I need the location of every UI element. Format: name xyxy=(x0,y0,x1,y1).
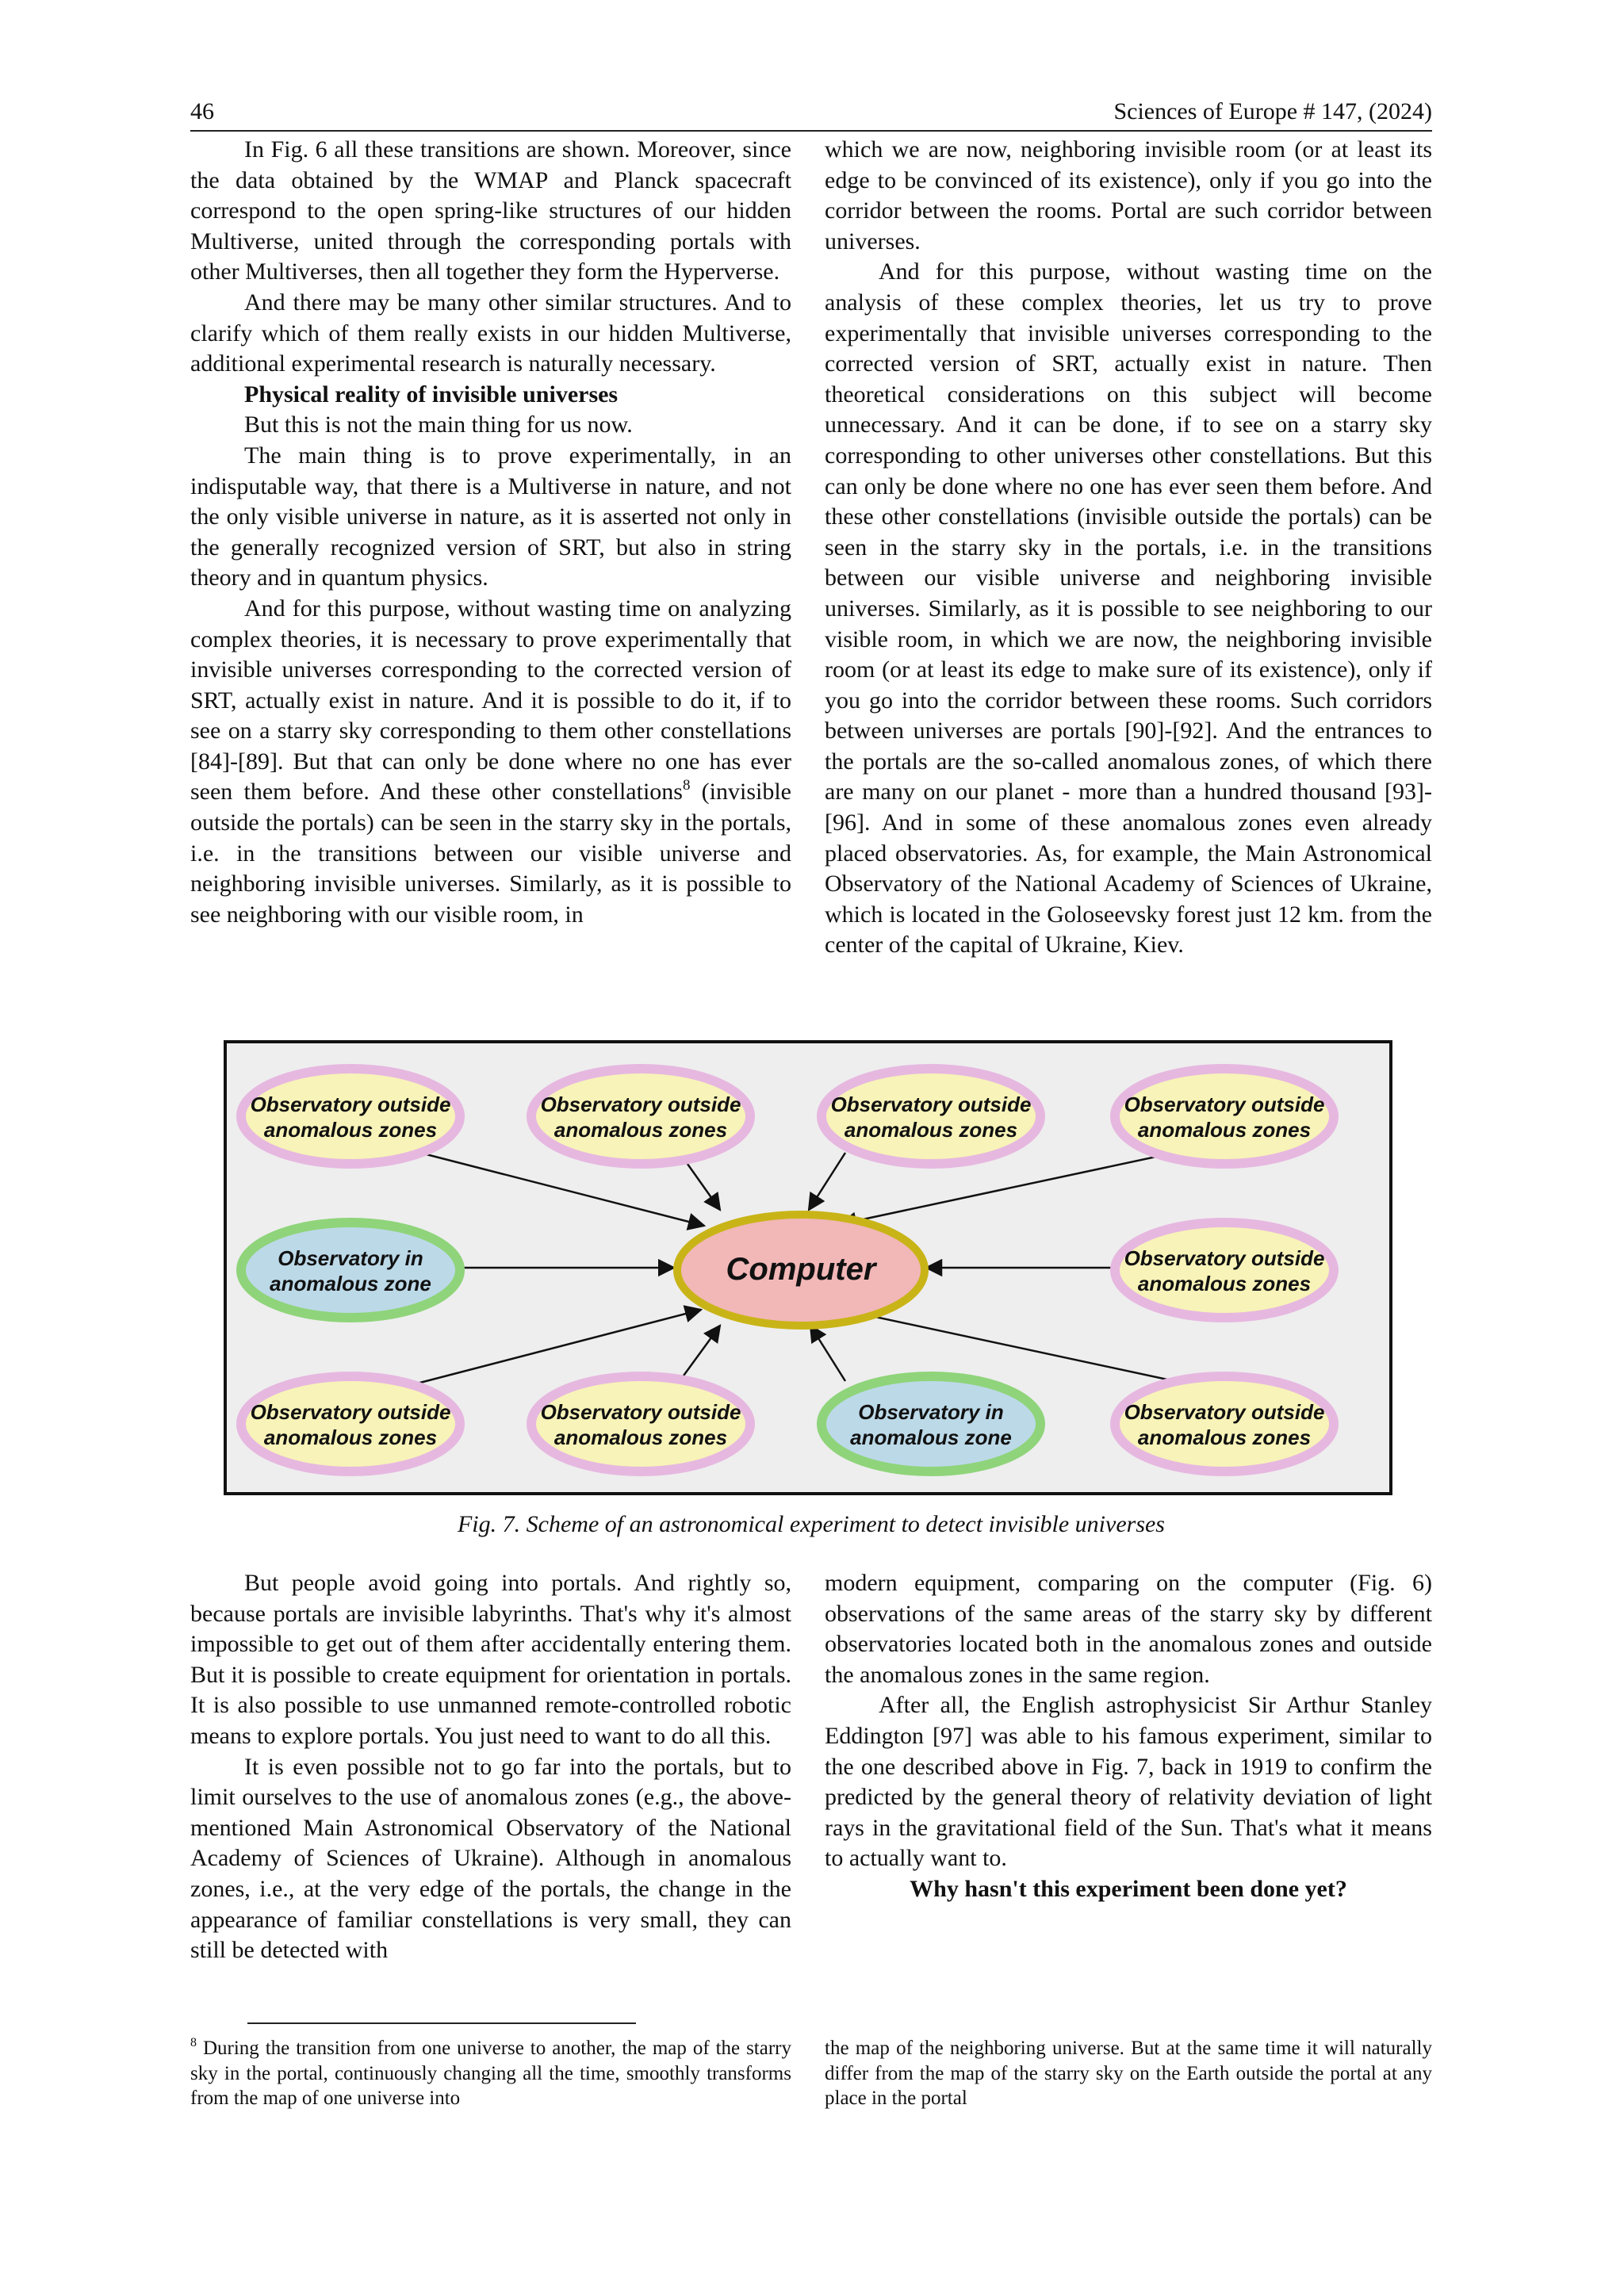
paragraph-text: And for this purpose, without wasting time on analyzing complex theories, it is necessary to prove experimentally that invisible universes corresponding to the corrected version of SRT, actually exist in nature. And it is possible to do it, if to see on a starry sky corresponding to them other constellations [84]-[89]. But that can only be done where no one has ever seen them before. And these other constellations xyxy=(190,595,791,806)
figure-7 xyxy=(224,1040,1392,1495)
paragraph: But this is not the main thing for us now. xyxy=(244,411,633,438)
figure-caption: Fig. 7. Scheme of an astronomical experiment to detect invisible universes xyxy=(457,1511,1165,1537)
node-label: anomalous zones xyxy=(1137,1118,1312,1142)
observatory-inside-node xyxy=(241,1223,460,1318)
journal-title: Sciences of Europe # 147, (2024) xyxy=(1113,98,1432,124)
node-label: Observatory outside xyxy=(1124,1246,1325,1270)
observatory-outside-node xyxy=(241,1069,460,1164)
node-label: Observatory in xyxy=(858,1400,1004,1424)
paragraph-text: (invisible outside the portals) can be seen in the starry sky in the portals, i.e. in the transitions between our visible universe and neighboring invisible universes. Similarly, as it is possible to see neighboring with our visible room, in xyxy=(190,779,791,928)
paragraph: And there may be many other similar structures. And to clarify which of them really exists in our hidden Multiverse, additional experimental research is naturally necessary. xyxy=(190,289,791,377)
observatory-outside-node xyxy=(241,1376,460,1471)
node-label: anomalous zone xyxy=(270,1272,431,1295)
observatory-outside-node xyxy=(1115,1069,1334,1164)
footnote-rule xyxy=(247,2022,636,2024)
node-label: anomalous zones xyxy=(553,1425,728,1449)
section-heading: Why hasn't this experiment been done yet? xyxy=(910,1875,1347,1902)
page-number: 46 xyxy=(190,98,214,124)
node-label: Observatory in xyxy=(278,1246,423,1270)
page-header xyxy=(190,97,1432,132)
node-label: Observatory outside xyxy=(540,1400,741,1424)
observatory-inside-node xyxy=(822,1376,1040,1471)
paragraph: In Fig. 6 all these transitions are shown. Moreover, since the data obtained by the WMAP and Planck spacecraft correspond to the open spring-like structures of our hidden Multiverse, united through the corresponding portals with other Multiverses, then all together they form the Hyperverse. xyxy=(190,136,791,285)
left-column-bottom xyxy=(190,1568,791,1966)
paragraph: The main thing is to prove experimentally, in an indisputable way, that there is a Multiverse in nature, and not the only visible universe in nature, as it is asserted not only in the generally recognized version of SRT, but also in string theory and in quantum physics. xyxy=(190,442,791,591)
observatory-outside-node xyxy=(1115,1223,1334,1318)
left-column-top xyxy=(190,135,791,930)
footnote-left xyxy=(190,2036,791,2111)
right-column-bottom xyxy=(825,1568,1432,1905)
node-label: anomalous zones xyxy=(1137,1272,1312,1295)
observatory-outside-node xyxy=(1115,1376,1334,1471)
paragraph: But people avoid going into portals. And rightly so, because portals are invisible labyrinths. That's why it's almost impossible to get out of them after accidentally entering them. But it is possible to create equipment for orientation in portals. It is also possible to use unmanned remote-controlled robotic means to explore portals. You just need to want to do all this. xyxy=(190,1570,791,1749)
paragraph xyxy=(190,594,791,931)
observatory-outside-node xyxy=(531,1069,750,1164)
paragraph: It is even possible not to go far into the portals, but to limit ourselves to the use of anomalous zones (e.g., the above-mentioned Main Astronomical Observatory of the National Academy of Sciences of Ukraine). Although in anomalous zones, i.e., at the very edge of the portals, the change in the appearance of familiar constellations is very small, they can still be detected with xyxy=(190,1753,791,1964)
right-column-top xyxy=(825,135,1432,961)
node-label: anomalous zones xyxy=(844,1118,1018,1142)
footnote-ref: 8 xyxy=(682,777,691,794)
node-label: anomalous zones xyxy=(1137,1425,1312,1449)
paragraph: After all, the English astrophysicist Sir Arthur Stanley Eddington [97] was able to his famous experiment, similar to the one described above in Fig. 7, back in 1919 to confirm the predicted by the general theory of relativity deviation of light rays in the gravitational field of the Sun. That's what it means to actually want to. xyxy=(825,1692,1432,1872)
footnote-number: 8 xyxy=(190,2036,197,2049)
node-label: Observatory outside xyxy=(540,1093,741,1116)
node-label: Observatory outside xyxy=(1124,1400,1325,1424)
section-heading: Physical reality of invisible universes xyxy=(244,381,619,408)
node-label: anomalous zones xyxy=(263,1425,438,1449)
observatory-outside-node xyxy=(822,1069,1040,1164)
computer-label: Computer xyxy=(726,1252,876,1287)
paragraph: which we are now, neighboring invisible room (or at least its edge to be convinced of its existence), only if you go into the corridor between the rooms. Portal are such corridor between universes. xyxy=(825,136,1432,254)
footnote-right xyxy=(825,2036,1432,2111)
computer-node xyxy=(677,1215,925,1326)
node-label: Observatory outside xyxy=(250,1400,451,1424)
node-label: Observatory outside xyxy=(1124,1093,1325,1116)
node-label: anomalous zones xyxy=(553,1118,728,1142)
node-label: Observatory outside xyxy=(250,1093,451,1116)
footnote-text: the map of the neighboring universe. But at the same time it will naturally differ from the map of the starry sky on the Earth outside the portal at any place in the portal xyxy=(825,2038,1432,2109)
paragraph: And for this purpose, without wasting time on the analysis of these complex theories, let us try to prove experimentally that invisible universes corresponding to the corrected version of SRT, actually exist in nature. Then theoretical considerations on this subject will become unnecessary. And it can be done, if to see on a starry sky corresponding to other universes other constellations. But this can only be done where no one has ever seen them before. And these other constellations (invisible outside the portals) can be seen in the starry sky in the portals, i.e. in the transitions between our visible universe and neighboring invisible universes. Similarly, as it is possible to see neighboring to our visible room, in which we are now, the neighboring invisible room (or at least its edge to make sure of its existence), only if you go into the corridor between these rooms. Such corridors between universes are portals [90]-[92]. And the entrances to the portals are the so-called anomalous zones, of which there are many on our planet - more than a hundred thousand [93]-[96]. And in some of these anomalous zones even already placed observatories. As, for example, the Main Astronomical Observatory of the National Academy of Sciences of Ukraine, which is located in the Goloseevsky forest just 12 km. from the center of the capital of Ukraine, Kiev. xyxy=(825,258,1432,959)
node-label: Observatory outside xyxy=(830,1093,1032,1116)
footnote-text: During the transition from one universe to another, the map of the starry sky in the portal, continuously changing all the time, smoothly transforms from the map of one universe into xyxy=(190,2038,791,2109)
paragraph: modern equipment, comparing on the computer (Fig. 6) observations of the same areas of the starry sky by different observatories located both in the anomalous zones and outside the anomalous zones in the same region. xyxy=(825,1570,1432,1688)
node-label: anomalous zones xyxy=(263,1118,438,1142)
node-label: anomalous zone xyxy=(850,1425,1012,1449)
observatory-outside-node xyxy=(531,1376,750,1471)
